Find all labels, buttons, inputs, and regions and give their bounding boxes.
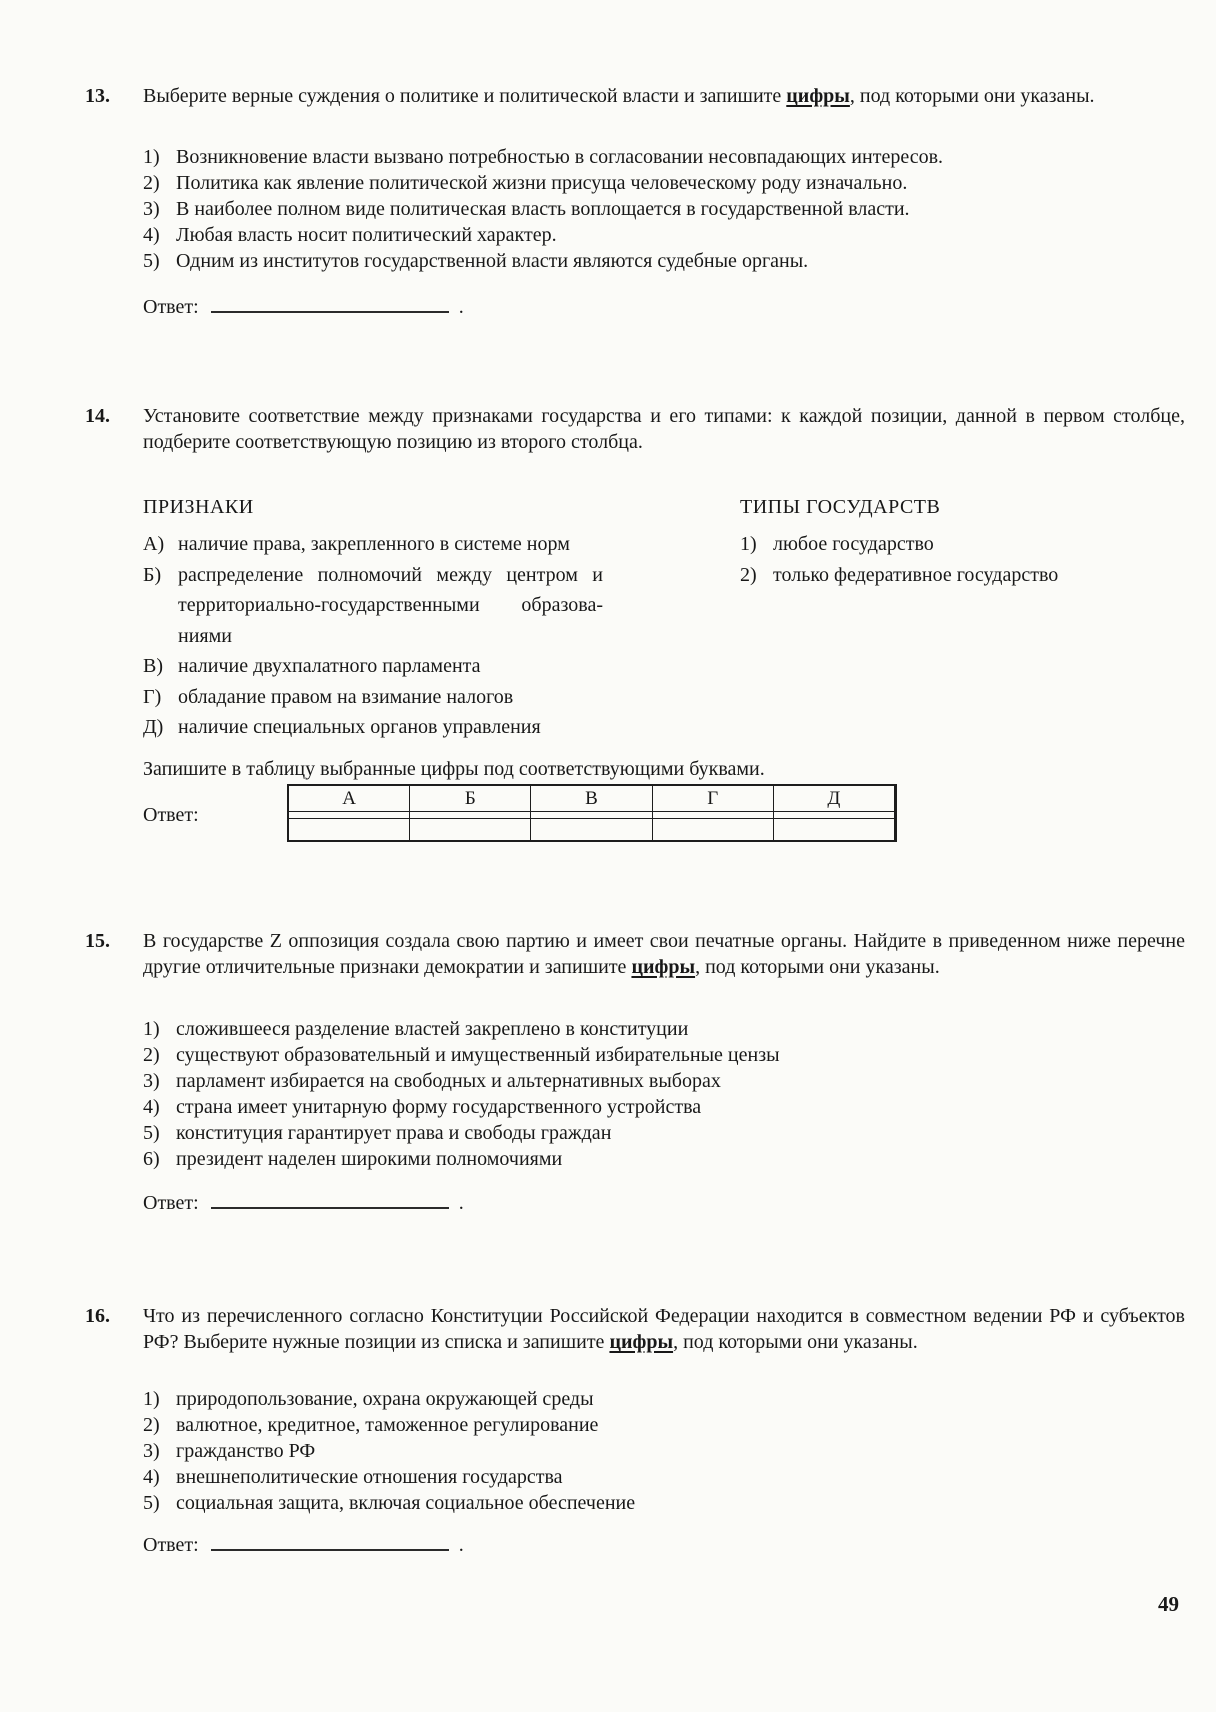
option-item — [143, 1490, 1185, 1516]
intro-text-pre: Что из перечисленного согласно Конституции Российской Федерации находится в совместном ведении РФ и субъектов РФ? Выберите нужные позиции из списка и запишите — [143, 1305, 1185, 1353]
option-text: социальная защита, включая социальное обеспечение — [176, 1492, 636, 1514]
question-15-options — [143, 1016, 1185, 1172]
question-13 — [0, 83, 1216, 320]
option-number: 1) — [143, 146, 160, 168]
question-13-intro — [143, 83, 1185, 109]
feature-item — [143, 712, 603, 743]
question-14-answer-row — [143, 784, 1185, 842]
answer-table-divider-cell — [289, 812, 410, 819]
answer-table-input-cell[interactable] — [289, 819, 410, 840]
answer-table-header-row — [289, 786, 895, 812]
question-16-answer-row — [143, 1530, 1185, 1558]
answer-table-input-row — [289, 819, 895, 840]
question-16 — [0, 1303, 1216, 1558]
answer-table-header-cell: В — [531, 786, 652, 812]
answer-table-input-cell[interactable] — [531, 819, 652, 840]
question-13-number: 13. — [85, 85, 110, 107]
option-text: президент наделен широкими полномочиями — [176, 1148, 563, 1170]
answer-table-divider-cell — [774, 812, 895, 819]
feature-text: распределение полномочий между центром и территориально-государственными образованиями — [178, 563, 603, 647]
features-column — [143, 492, 603, 743]
answer-blank[interactable] — [211, 1188, 449, 1209]
option-item — [143, 1042, 1185, 1068]
question-13-body — [143, 83, 1185, 320]
feature-letter: Б) — [143, 563, 162, 586]
option-text: В наиболее полном виде политическая власть воплощается в государственной власти. — [176, 198, 910, 220]
feature-letter: Г) — [143, 685, 162, 708]
answer-period: . — [458, 1534, 464, 1556]
question-13-answer-row — [143, 292, 1185, 320]
option-text: существуют образовательный и имущественный избирательные цензы — [176, 1044, 780, 1066]
option-item — [143, 1094, 1185, 1120]
features-title: ПРИЗНАКИ — [143, 496, 254, 518]
option-item — [143, 1464, 1185, 1490]
question-16-intro — [143, 1303, 1185, 1355]
answer-table-divider-row — [289, 812, 895, 819]
option-number: 3) — [143, 198, 160, 220]
feature-item — [143, 682, 603, 713]
table-instruction: Запишите в таблицу выбранные цифры под соответствующими буквами. — [143, 757, 765, 780]
option-text: страна имеет унитарную форму государственного устройства — [176, 1096, 702, 1118]
intro-text-post: , под которыми они указаны. — [849, 85, 1095, 107]
intro-text-pre: Выберите верные суждения о политике и политической власти и запишите — [143, 85, 787, 107]
option-item — [143, 144, 1185, 170]
option-item — [143, 1016, 1185, 1042]
answer-table-divider-cell — [531, 812, 652, 819]
answer-blank[interactable] — [211, 1530, 449, 1551]
option-text: гражданство РФ — [176, 1440, 316, 1462]
option-number: 4) — [143, 1466, 160, 1488]
types-title: ТИПЫ ГОСУДАРСТВ — [740, 496, 941, 518]
answer-table-divider-cell — [410, 812, 531, 819]
question-15-intro — [143, 928, 1185, 980]
answer-label: Ответ: — [143, 1534, 199, 1556]
question-14 — [0, 403, 1216, 842]
option-item — [143, 1146, 1185, 1172]
question-14-number: 14. — [85, 405, 110, 427]
option-text: валютное, кредитное, таможенное регулирование — [176, 1414, 599, 1436]
option-item — [143, 196, 1185, 222]
option-number: 5) — [143, 1122, 160, 1144]
feature-item — [143, 560, 603, 652]
option-item — [143, 1438, 1185, 1464]
answer-table-input-cell[interactable] — [774, 819, 895, 840]
option-text: Любая власть носит политический характер. — [176, 224, 557, 246]
question-15-answer-row — [143, 1188, 1185, 1216]
option-number: 5) — [143, 250, 160, 272]
option-number: 1) — [143, 1018, 160, 1040]
feature-item — [143, 529, 603, 560]
option-text: внешнеполитические отношения государства — [176, 1466, 563, 1488]
option-item — [143, 1068, 1185, 1094]
feature-letter: Д) — [143, 716, 164, 738]
option-text: Возникновение власти вызвано потребностью в согласовании несовпадающих интересов. — [176, 146, 944, 168]
type-text: только федеративное государство — [773, 563, 1059, 586]
intro-text-post: , под которыми они указаны. — [673, 1331, 918, 1353]
type-item — [740, 529, 1185, 560]
option-item — [143, 248, 1185, 274]
type-number: 1) — [740, 533, 757, 555]
question-14-body — [143, 403, 1185, 842]
option-item — [143, 170, 1185, 196]
types-column — [740, 492, 1185, 590]
question-16-number: 16. — [85, 1305, 110, 1327]
type-item — [740, 560, 1185, 591]
emphasized-word: цифры — [786, 85, 850, 107]
answer-label: Ответ: — [143, 296, 199, 318]
question-14-intro: Установите соответствие между признаками государства и его типами: к каждой позиции, данной в первом столбце, подберите соответствующую позицию из второго столбца. — [143, 405, 1185, 453]
answer-table-input-cell[interactable] — [653, 819, 774, 840]
answer-table-input-cell[interactable] — [410, 819, 531, 840]
option-text: Одним из институтов государственной власти являются судебные органы. — [176, 250, 809, 272]
answer-label: Ответ: — [143, 803, 199, 826]
intro-text-post: , под которыми они указаны. — [695, 956, 940, 978]
option-number: 4) — [143, 1096, 160, 1118]
option-number: 2) — [143, 1414, 160, 1436]
type-number: 2) — [740, 563, 757, 586]
feature-text: наличие права, закрепленного в системе норм — [178, 533, 570, 555]
answer-table-header-cell: Д — [774, 786, 895, 812]
matching-columns — [143, 492, 1185, 743]
option-number: 1) — [143, 1388, 160, 1410]
option-text: сложившееся разделение властей закреплено в конституции — [176, 1018, 689, 1040]
option-text: парламент избирается на свободных и альтернативных выборах — [176, 1070, 721, 1092]
question-15 — [0, 928, 1216, 1216]
option-number: 2) — [143, 1044, 160, 1066]
question-16-options — [143, 1386, 1185, 1516]
option-item — [143, 222, 1185, 248]
option-text: природопользование, охрана окружающей среды — [176, 1388, 594, 1410]
option-item — [143, 1120, 1185, 1146]
feature-text: наличие двухпалатного парламента — [178, 655, 481, 677]
option-number: 4) — [143, 224, 160, 246]
option-number: 3) — [143, 1440, 160, 1462]
feature-text: наличие специальных органов управления — [178, 716, 541, 738]
question-13-options — [143, 144, 1185, 274]
feature-item — [143, 651, 603, 682]
answer-table-header-cell: Г — [653, 786, 774, 812]
option-item — [143, 1412, 1185, 1438]
option-text: конституция гарантирует права и свободы граждан — [176, 1122, 612, 1144]
answer-period: . — [458, 1192, 464, 1214]
answer-table — [287, 784, 897, 842]
answer-label: Ответ: — [143, 1192, 199, 1214]
option-text: Политика как явление политической жизни присуща человеческому роду изначально. — [176, 172, 908, 194]
type-text: любое государство — [773, 533, 934, 555]
question-15-body — [143, 928, 1185, 1216]
answer-period: . — [458, 296, 464, 318]
question-15-number: 15. — [85, 930, 110, 952]
emphasized-word: цифры — [609, 1331, 674, 1353]
emphasized-word: цифры — [631, 956, 696, 978]
feature-letter: А) — [143, 533, 165, 555]
feature-letter: В) — [143, 655, 163, 677]
option-item — [143, 1386, 1185, 1412]
question-16-body — [143, 1303, 1185, 1558]
answer-blank[interactable] — [211, 292, 449, 313]
option-number: 2) — [143, 172, 160, 194]
feature-text: обладание правом на взимание налогов — [178, 685, 514, 708]
option-number: 3) — [143, 1070, 160, 1092]
answer-table-header-cell: Б — [410, 786, 531, 812]
answer-table-divider-cell — [653, 812, 774, 819]
page-number: 49 — [1158, 1592, 1179, 1616]
option-number: 6) — [143, 1148, 160, 1170]
intro-text-pre: В государстве Z оппозиция создала свою партию и имеет свои печатные органы. Найдите в приведенном ниже перечне другие отличительные признаки демократии и запишите — [143, 930, 1185, 978]
answer-table-header-cell: А — [289, 786, 410, 812]
option-number: 5) — [143, 1492, 160, 1514]
